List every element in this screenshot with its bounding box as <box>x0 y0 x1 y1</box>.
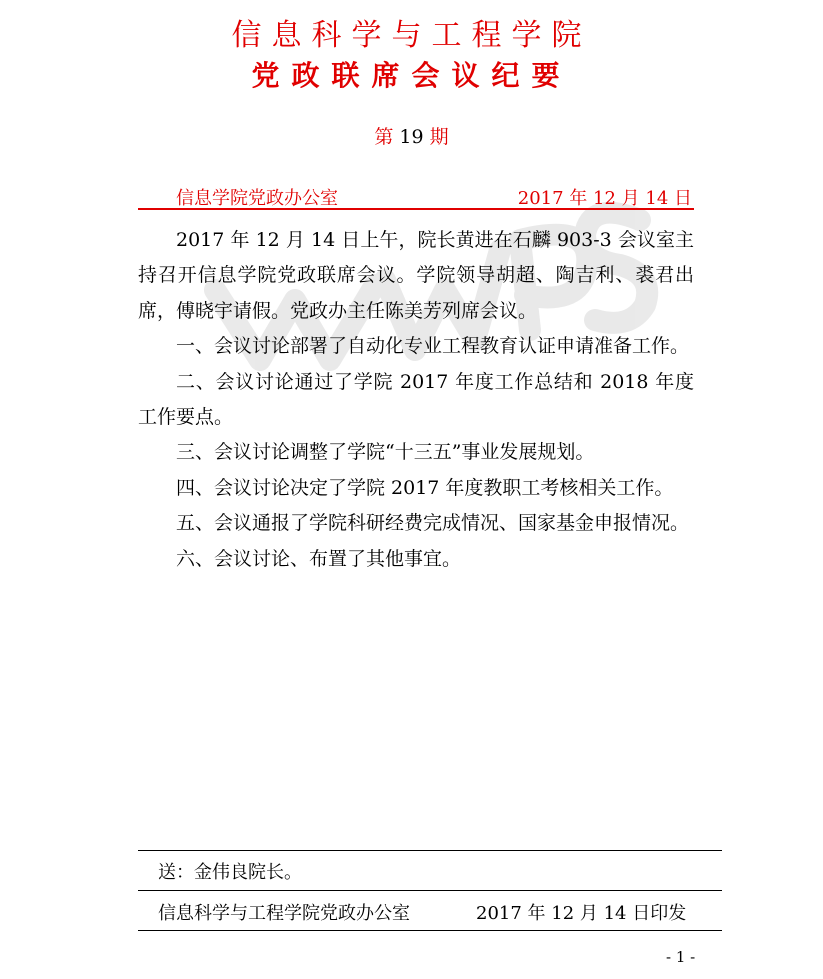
issue-date: 2017 年 12 月 14 日印发 <box>476 903 687 924</box>
issue-prefix: 第 <box>374 126 394 148</box>
paragraph-item-6: 六、会议讨论、布置了其他事宜。 <box>176 547 462 570</box>
office-name: 信息学院党政办公室 <box>176 188 338 209</box>
document-title: 党政联席会议纪要 <box>251 59 572 92</box>
paragraph-item-1: 一、会议讨论部署了自动化专业工程教育认证申请准备工作。 <box>176 335 690 358</box>
paragraph-item-4: 四、会议讨论决定了学院 2017 年度教职工考核相关工作。 <box>176 476 674 499</box>
issue-number-value: 19 <box>399 126 424 148</box>
issue-number <box>0 122 823 149</box>
footer-rule-middle <box>138 890 722 891</box>
meeting-date: 2017 年 12 月 14 日 <box>517 188 692 209</box>
issue-suffix: 期 <box>429 126 449 148</box>
page-number: - 1 - <box>666 948 696 966</box>
paragraph-item-2: 二、会议讨论通过了学院 2017 年度工作总结和 2018 年度工作要点。 <box>138 370 694 429</box>
institution-title: 信息科学与工程学院 <box>231 18 592 53</box>
footer-rule-top <box>138 850 722 851</box>
minutes-body <box>138 223 694 577</box>
paragraph-item-5: 五、会议通报了学院科研经费完成情况、国家基金申报情况。 <box>176 512 690 535</box>
issuer-office: 信息科学与工程学院党政办公室 <box>158 903 410 924</box>
office-date-line <box>138 181 694 210</box>
issue-info <box>158 899 698 925</box>
paragraph-item-3: 三、会议讨论调整了学院“十三五”事业发展规划。 <box>176 441 595 464</box>
footer-rule-bottom <box>138 930 722 931</box>
send-to: 送：金伟良院长。 <box>158 862 302 883</box>
paragraph-intro: 2017 年 12 月 14 日上午，院长黄进在石麟 903-3 会议室主持召开信息学院党政联席会议。学院领导胡超、陶吉利、裘君出席，傅晓宇请假。党政办主任陈美芳列席会议。 <box>138 229 694 322</box>
